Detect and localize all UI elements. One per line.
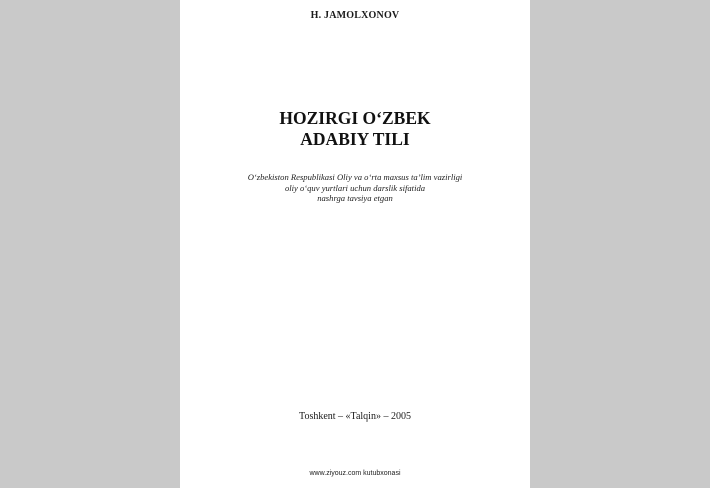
source-footer: www.ziyouz.com kutubxonasi [309, 470, 401, 477]
title-line-1: HOZIRGI O‘ZBEK [279, 108, 431, 128]
publication-imprint: Toshkent – «Talqin» – 2005 [299, 411, 411, 422]
document-page [180, 0, 530, 488]
approval-note [180, 172, 530, 204]
approval-note-line-1: O‘zbekiston Respublikasi Oliy va o‘rta maxsus ta’lim vazirligi [247, 172, 463, 182]
book-title [180, 108, 530, 150]
approval-note-line-2: oliy o‘quv yurtlari uchun darslik sifatida [284, 182, 426, 193]
title-line-2: ADABIY TILI [300, 129, 410, 149]
approval-note-line-3: nashrga tavsiya etgan [317, 193, 393, 203]
author-name: H. JAMOLXONOV [310, 10, 400, 21]
